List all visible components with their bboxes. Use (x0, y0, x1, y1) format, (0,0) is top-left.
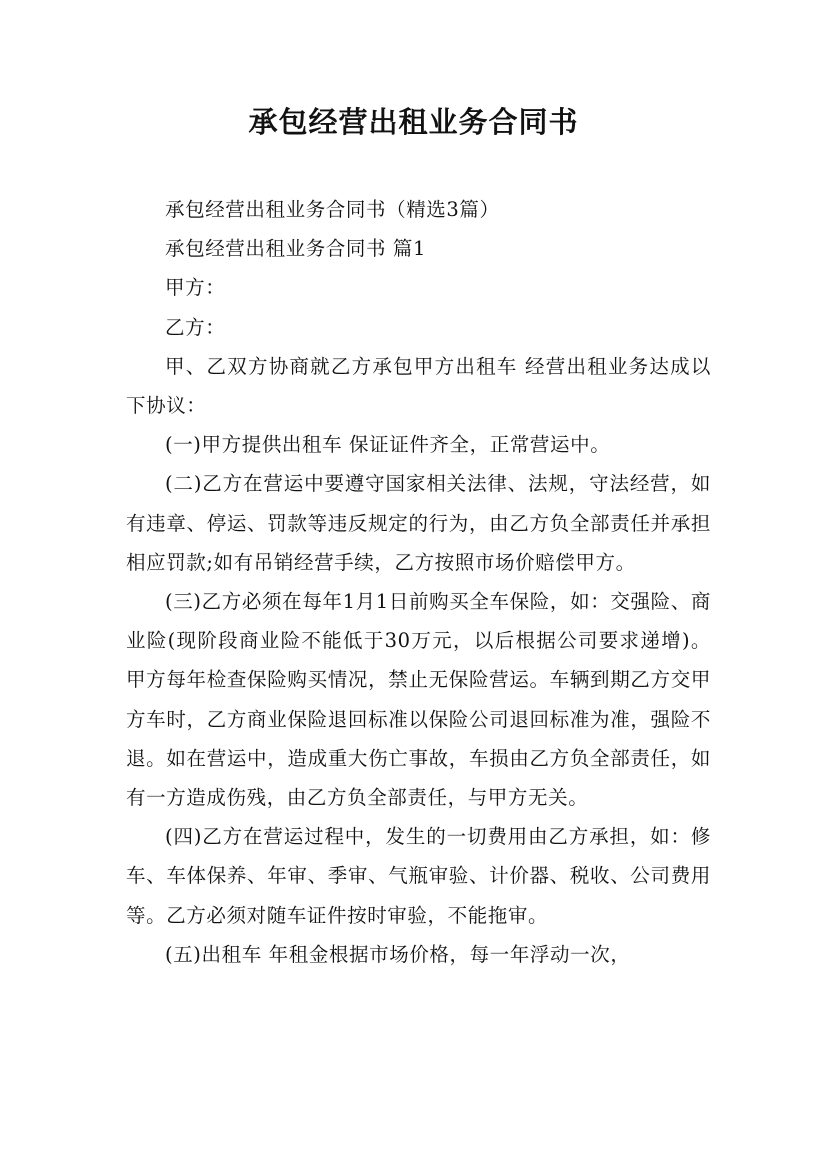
paragraph-intro: 甲、乙双方协商就乙方承包甲方出租车 经营出租业务达成以下协议： (126, 354, 711, 418)
paragraph-clause-3: (三)乙方必须在每年1月1日前购买全车保险，如：交强险、商业险(现阶段商业险不能低于30万元，以后根据公司要求递增)。甲方每年检查保险购买情况，禁止无保险营运。车辆到期乙方交甲方车时，乙方商业保险退回标准以保险公司退回标准为准，强险不退。如在营运中，造成重大伤亡事故，车损由乙方负全部责任，如有一方造成伤残，由乙方负全部责任，与甲方无关。 (126, 590, 711, 810)
paragraph-section-heading: 承包经营出租业务合同书 篇1 (165, 237, 427, 261)
paragraph-clause-1: (一)甲方提供出租车 保证证件齐全，正常营运中。 (165, 433, 611, 457)
document-title: 承包经营出租业务合同书 (248, 105, 579, 139)
paragraph-party-a: 甲方： (165, 276, 226, 300)
paragraph-clause-2: (二)乙方在营运中要遵守国家相关法律、法规，守法经营，如有违章、停运、罚款等违反规定的行为，由乙方负全部责任并承担相应罚款;如有吊销经营手续，乙方按照市场价赔偿甲方。 (126, 472, 711, 574)
paragraph-party-b: 乙方： (165, 315, 226, 339)
paragraph-clause-4: (四)乙方在营运过程中，发生的一切费用由乙方承担，如：修车、车体保养、年审、季审、气瓶审验、计价器、税收、公司费用等。乙方必须对随车证件按时审验，不能拖审。 (126, 825, 711, 927)
paragraph-clause-5: (五)出租车 年租金根据市场价格，每一年浮动一次， (165, 942, 631, 966)
document-body (126, 190, 711, 974)
paragraph-subtitle: 承包经营出租业务合同书（精选3篇） (165, 198, 500, 221)
